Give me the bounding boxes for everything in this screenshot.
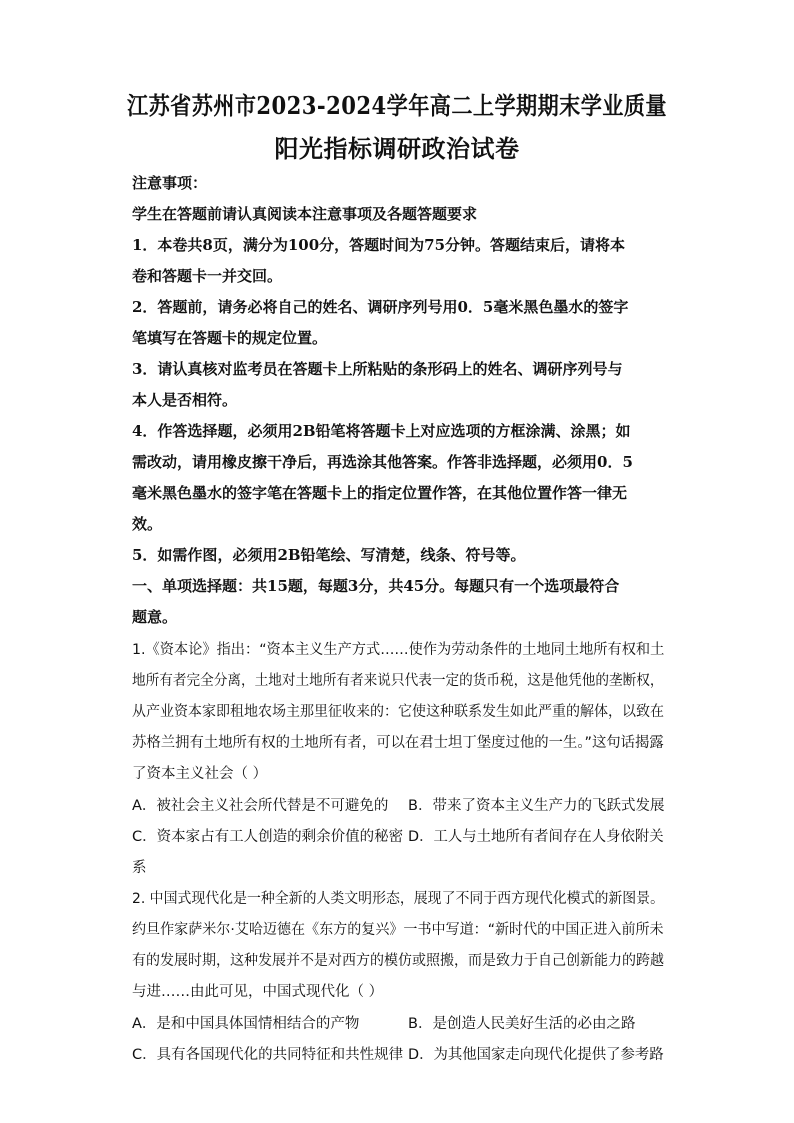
notice-item-3-line-1: 3．请认真核对监考员在答题卡上所粘贴的条形码上的姓名、调研序列号与 <box>132 360 623 378</box>
notice-item-1-line-2: 卷和答题卡一并交回。 <box>132 267 283 285</box>
q1-option-c: C．资本家占有工人创造的剩余价值的秘密 <box>132 829 404 845</box>
q1-option-b: B．带来了资本主义生产力的飞跃式发展 <box>408 798 665 814</box>
q2-option-c: C．具有各国现代化的共同特征和共性规律 <box>132 1047 404 1063</box>
title-line-2: 阳光指标调研政治试卷 <box>274 134 520 163</box>
q2-stem-line-3: 有的发展时期，这种发展并不是对西方的模仿或照搬，而是致力于自己创新能力的跨越 <box>132 953 664 969</box>
q1-option-d-line-2: 系 <box>132 860 147 876</box>
q2-option-a: A．是和中国具体国情相结合的产物 <box>132 1016 360 1032</box>
notice-item-5: 5．如需作图，必须用2B铅笔绘、写清楚，线条、符号等。 <box>132 546 526 564</box>
q1-option-d-line-1: D．工人与土地所有者间存在人身依附关 <box>408 829 664 845</box>
q1-stem-line-3: 从产业资本家即租地农场主那里征收来的：它使这种联系发生如此严重的解体，以致在 <box>132 704 664 720</box>
q2-stem-line-4: 与进……由此可见，中国式现代化（ ） <box>132 984 384 1000</box>
q2-stem-line-2: 约旦作家萨米尔·艾哈迈德在《东方的复兴》一书中写道：“新时代的中国正进入前所未 <box>132 922 664 938</box>
notice-item-4-line-1: 4．作答选择题，必须用2B铅笔将答题卡上对应选项的方框涂满、涂黑；如 <box>132 422 631 440</box>
notice-item-1-line-1: 1．本卷共8页，满分为100分，答题时间为75分钟。答题结束后，请将本 <box>132 236 626 254</box>
notice-heading: 注意事项： <box>132 174 208 192</box>
notice-item-4-line-4: 效。 <box>132 515 163 533</box>
section-1-heading-line-1: 一、单项选择题：共15题，每题3分，共45分。每题只有一个选项最符合 <box>132 577 620 595</box>
notice-item-4-line-2: 需改动，请用橡皮擦干净后，再选涂其他答案。作答非选择题，必须用0．5 <box>132 453 633 471</box>
notice-item-2-line-2: 笔填写在答题卡的规定位置。 <box>132 329 328 347</box>
q2-option-b: B．是创造人民美好生活的必由之路 <box>408 1016 636 1032</box>
q2-stem-line-1: 2. 中国式现代化是一种全新的人类文明形态，展现了不同于西方现代化模式的新图景。 <box>132 891 664 907</box>
q2-option-d: D．为其他国家走向现代化提供了参考路 <box>408 1047 664 1063</box>
notice-item-2-line-1: 2．答题前，请务必将自己的姓名、调研序列号用0．5毫米黑色墨水的签字 <box>132 298 629 316</box>
title-line-1: 江苏省苏州市2023-2024学年高二上学期期末学业质量 <box>127 91 667 120</box>
notice-intro: 学生在答题前请认真阅读本注意事项及各题答题要求 <box>132 205 478 223</box>
notice-item-3-line-2: 本人是否相符。 <box>132 391 238 409</box>
q1-stem-line-1: 1.《资本论》指出：“资本主义生产方式……使作为劳动条件的土地同土地所有权和土 <box>132 642 665 658</box>
q1-option-a: A．被社会主义社会所代替是不可避免的 <box>132 798 389 814</box>
notice-item-4-line-3: 毫米黑色墨水的签字笔在答题卡上的指定位置作答，在其他位置作答一律无 <box>132 484 628 502</box>
q1-stem-line-2: 地所有者完全分离，土地对土地所有者来说只代表一定的货币税，这是他凭他的垄断权， <box>132 673 664 689</box>
q1-stem-line-5: 了资本主义社会（ ） <box>132 766 268 782</box>
q1-stem-line-4: 苏格兰拥有土地所有权的土地所有者，可以在君士坦丁堡度过他的一生。”这句话揭露 <box>132 735 664 751</box>
section-1-heading-line-2: 题意。 <box>132 608 178 626</box>
